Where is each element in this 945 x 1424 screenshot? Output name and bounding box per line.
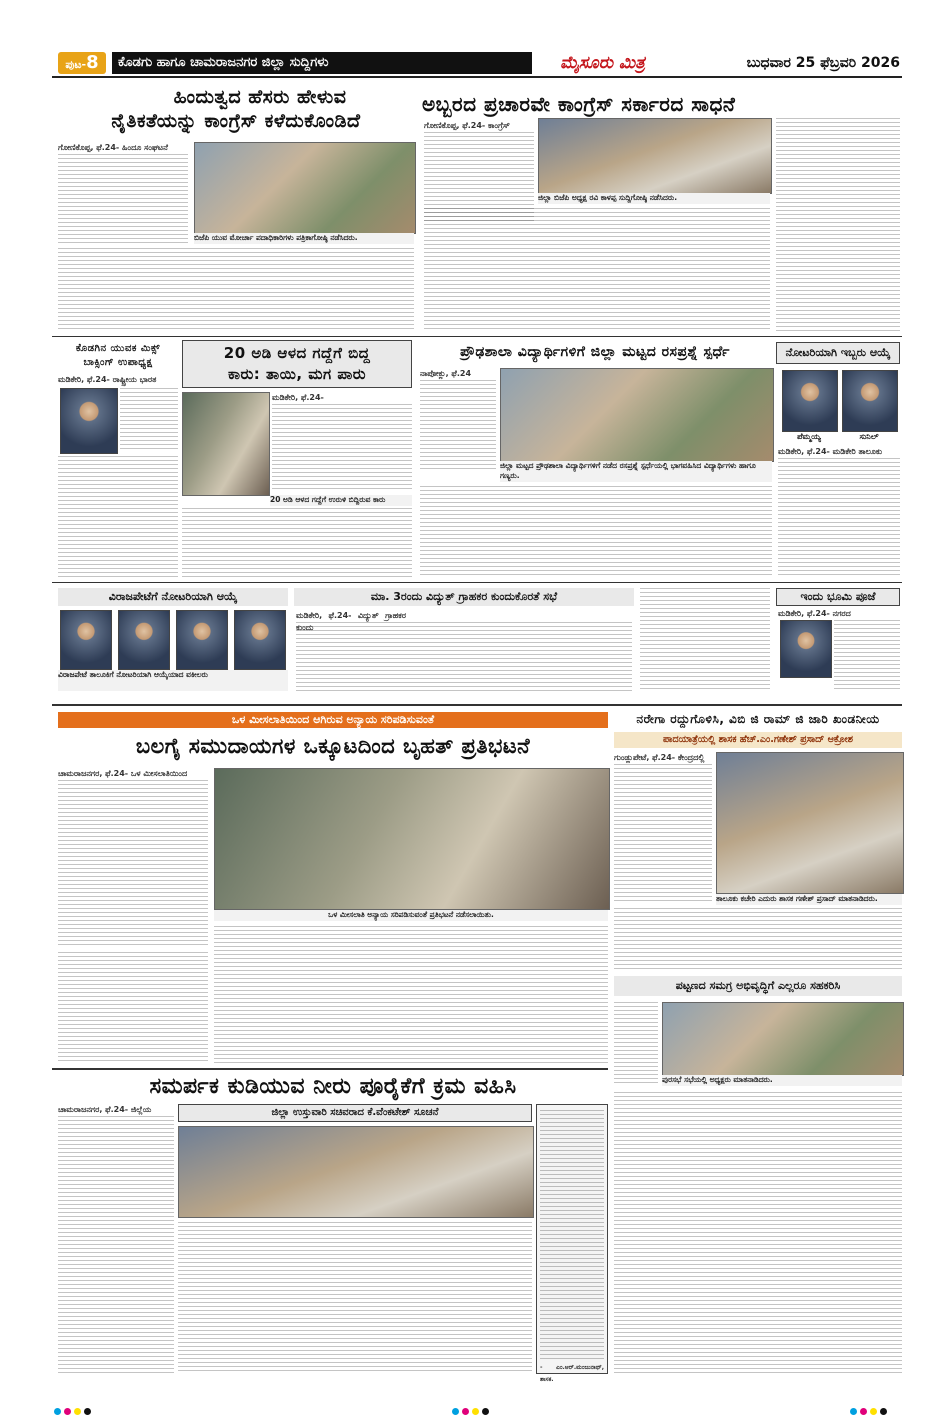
story1-caption: ಬಿಜೆಪಿ ಯುವ ಮೋರ್ಚಾ ಪದಾಧಿಕಾರಿಗಳು ಪತ್ರಿಕಾಗೋಷ್ಠಿ ನಡೆಸಿದರು.	[194, 233, 414, 244]
story9-headline: ಇಂದು ಭೂಮಿ ಪೂಜೆ	[776, 588, 900, 606]
story8-body	[296, 622, 632, 692]
story7-portrait-4	[234, 610, 286, 670]
story1-body-2	[58, 248, 414, 332]
story10-body	[58, 780, 208, 948]
story4-body	[272, 404, 412, 492]
story13-body	[58, 1116, 174, 1374]
story2-dateline: ಗೋಣಿಕೊಪ್ಪ, ಫೆ.24- ಕಾಂಗ್ರೆಸ್	[424, 121, 510, 130]
story4-caption: 20 ಅಡಿ ಆಳದ ಗದ್ದೆಗೆ ಉರುಳಿ ಬಿದ್ದಿರುವ ಕಾರು	[270, 495, 412, 506]
page-number: 8	[86, 52, 99, 73]
story10-body-2	[214, 926, 608, 1064]
story1-headline-2: ನೈತಿಕತೆಯನ್ನು ಕಾಂಗ್ರೆಸ್ ಕಳೆದುಕೊಂಡಿದೆ	[111, 110, 361, 132]
story11-body-2	[614, 908, 902, 972]
story1-photo	[194, 142, 416, 234]
story11-subhead: ಪಾದಯಾತ್ರೆಯಲ್ಲಿ ಶಾಸಕ ಹೆಚ್.ಎಂ.ಗಣೇಶ್ ಪ್ರಸಾದ್ ಆಕ್ರೋಶ	[614, 732, 902, 748]
registration-marks-center	[452, 1400, 492, 1419]
story3-headline-1: ಕೊಡಗಿನ ಯುವಕ ಮಿಕ್ಸ್	[75, 343, 161, 354]
story10-kicker: ಒಳ ಮೀಸಲಾತಿಯಿಂದ ಆಗಿರುವ ಅನ್ಯಾಯ ಸರಿಪಡಿಸುವಂತೆ	[58, 712, 608, 728]
story3-portrait	[60, 388, 118, 454]
divider	[52, 704, 902, 706]
story13-body-2	[178, 1222, 532, 1374]
story12-body-2	[614, 1092, 902, 1374]
story2-body-3	[776, 118, 900, 332]
story10-body-3	[58, 952, 208, 1064]
story7-portrait-2	[118, 610, 170, 670]
section-title: ಕೊಡಗು ಹಾಗೂ ಚಾಮರಾಜನಗರ ಜಿಲ್ಲಾ ಸುದ್ದಿಗಳು	[112, 52, 532, 74]
divider	[52, 582, 902, 583]
story10-caption: ಒಳ ಮೀಸಲಾತಿ ಅನ್ಯಾಯ ಸರಿಪಡಿಸುವಂತೆ ಪ್ರತಿಭಟನೆ ನಡೆಸಲಾಯಿತು.	[214, 910, 608, 921]
story1-body	[58, 154, 188, 244]
story3-body-2	[58, 456, 178, 578]
story3-body	[120, 388, 178, 452]
story4-dateline: ಮಡಿಕೇರಿ, ಫೆ.24-	[272, 393, 324, 402]
story8-body-2	[640, 588, 770, 692]
story6-name-2: ಸುನಿಲ್	[859, 432, 879, 441]
story4-headline-2: ಕಾರು: ತಾಯಿ, ಮಗ ಪಾರು	[228, 365, 366, 383]
story12-photo	[662, 1002, 904, 1076]
story3-dateline: ಮಡಿಕೇರಿ, ಫೆ.24- ರಾಷ್ಟ್ರೀಯ ಭಾರತ	[58, 375, 157, 384]
story8-dateline: ಮಡಿಕೇರಿ, ಫೆ.24- ವಿದ್ಯುತ್ ಗ್ರಾಹಕರ ಕುಂದು	[296, 611, 406, 632]
story13-subhead: ಜಿಲ್ಲಾ ಉಸ್ತುವಾರಿ ಸಚಿವರಾದ ಕೆ.ವೆಂಕಟೇಶ್ ಸೂಚನೆ	[178, 1104, 532, 1122]
story5-dateline: ನಾಪೋಕ್ಲು, ಫೆ.24	[420, 369, 472, 378]
story5-photo	[500, 368, 774, 462]
story5-body	[420, 380, 496, 470]
story6-portrait-2	[842, 370, 898, 432]
story3-headline-2: ಬಾಕ್ಸಿಂಗ್ ಉಪಾಧ್ಯಕ್ಷ	[83, 357, 153, 368]
story13-quote-attribution: - ಎಂ.ಆರ್.ಮಂಜುನಾಥ್, ಶಾಸಕ.	[540, 1364, 604, 1383]
story6-portrait-1	[782, 370, 838, 432]
story1-dateline: ಗೋಣಿಕೊಪ್ಪ, ಫೆ.24- ಹಿಂದೂ ಸಂಘಟನೆ	[58, 143, 168, 152]
story5-caption: ಜಿಲ್ಲಾ ಮಟ್ಟದ ಪ್ರೌಢಶಾಲಾ ವಿದ್ಯಾರ್ಥಿಗಳಿಗೆ ನಡೆದ ರಸಪ್ರಶ್ನೆ ಸ್ಪರ್ಧೆಯಲ್ಲಿ ಭಾಗವಹಿಸಿದ ವಿದ್ಯಾರ್ಥಿಗಳು ಹಾಗೂ ಗಣ್ಯರು.	[500, 461, 772, 482]
story13-headline: ಸಮರ್ಪಕ ಕುಡಿಯುವ ನೀರು ಪೂರೈಕೆಗೆ ಕ್ರಮ ವಹಿಸಿ	[149, 1074, 517, 1099]
story6-body	[778, 458, 900, 578]
story6-name-1: ಪೆಮ್ಮಯ್ಯ	[797, 432, 821, 441]
story11-dateline: ಗುಂಡ್ಲುಪೇಟೆ, ಫೆ.24- ಕೇಂದ್ರದಲ್ಲಿ	[614, 753, 705, 762]
story1-headline-1: ಹಿಂದುತ್ವದ ಹೆಸರು ಹೇಳುವ	[173, 86, 347, 108]
newspaper-logo: ಮೈಸೂರು ಮಿತ್ರ	[560, 53, 645, 73]
story7-portrait-1	[60, 610, 112, 670]
story2-headline: ಅಬ್ಬರದ ಪ್ರಚಾರವೇ ಕಾಂಗ್ರೆಸ್ ಸರ್ಕಾರದ ಸಾಧನೆ	[422, 92, 736, 116]
story5-body-2	[420, 486, 772, 578]
story12-caption: ಪುರಸಭೆ ಸಭೆಯಲ್ಲಿ ಅಧ್ಯಕ್ಷರು ಮಾತನಾಡಿದರು.	[662, 1075, 902, 1086]
story13-dateline: ಚಾಮರಾಜನಗರ, ಫೆ.24- ಜಿಲ್ಲೆಯ	[58, 1105, 152, 1114]
registration-marks-left	[54, 1400, 94, 1419]
story7-headline: ವಿರಾಜಪೇಟೆಗೆ ನೋಟರಿಯಾಗಿ ಆಯ್ಕೆ	[58, 588, 288, 606]
story2-photo	[538, 118, 772, 194]
story13-quote-text	[540, 1110, 604, 1360]
story5-headline: ಪ್ರೌಢಶಾಲಾ ವಿದ್ಯಾರ್ಥಿಗಳಿಗೆ ಜಿಲ್ಲಾ ಮಟ್ಟದ ರಸಪ್ರಶ್ನೆ ಸ್ಪರ್ಧೆ	[460, 344, 730, 360]
divider	[52, 1068, 608, 1070]
story7-portrait-3	[176, 610, 228, 670]
story9-portrait	[780, 620, 832, 678]
story4-body-2	[182, 508, 412, 578]
story6-dateline: ಮಡಿಕೇರಿ, ಫೆ.24- ಮಡಿಕೇರಿ ತಾಲೂಕು	[778, 447, 883, 456]
story6-headline: ನೋಟರಿಯಾಗಿ ಇಬ್ಬರು ಆಯ್ಕೆ	[776, 342, 900, 364]
divider	[52, 336, 902, 337]
story2-caption: ಜಿಲ್ಲಾ ಬಿಜೆಪಿ ಅಧ್ಯಕ್ಷ ರವಿ ಕಾಳಪ್ಪ ಸುದ್ದಿಗೋಷ್ಠಿ ನಡೆಸಿದರು.	[538, 193, 770, 204]
story10-photo	[214, 768, 610, 910]
story2-body-2	[424, 208, 770, 332]
story12-body	[614, 1002, 658, 1086]
page-label: ಪುಟ-	[65, 58, 87, 71]
story9-dateline: ಮಡಿಕೇರಿ, ಫೆ.24- ನಗರದ	[778, 609, 851, 618]
story7-caption: ವಿರಾಜಪೇಟೆ ತಾಲೂಕಿಗೆ ನೋಟರಿಯಾಗಿ ಆಯ್ಕೆಯಾದ ವಕೀಲರು	[58, 670, 288, 691]
story12-headline: ಪಟ್ಟಣದ ಸಮಗ್ರ ಅಭಿವೃದ್ಧಿಗೆ ಎಲ್ಲರೂ ಸಹಕರಿಸಿ	[614, 976, 902, 996]
story11-body	[614, 764, 712, 904]
issue-date: ಬುಧವಾರ 25 ಫೆಬ್ರವರಿ 2026	[746, 55, 900, 71]
story10-headline: ಬಲಗೈ ಸಮುದಾಯಗಳ ಒಕ್ಕೂಟದಿಂದ ಬೃಹತ್ ಪ್ರತಿಭಟನೆ	[135, 734, 531, 758]
story10-dateline: ಚಾಮರಾಜನಗರ, ಫೆ.24- ಒಳ ಮೀಸಲಾತಿಯಿಂದ	[58, 769, 188, 778]
page-number-badge	[58, 52, 106, 74]
story11-headline: ನರೇಗಾ ರದ್ದುಗೊಳಿಸಿ, ವಿಬಿ ಜಿ ರಾಮ್ ಜಿ ಜಾರಿ ಖಂಡನೀಯ	[636, 712, 880, 726]
story8-headline: ಮಾ. 3ರಂದು ವಿದ್ಯುತ್ ಗ್ರಾಹಕರ ಕುಂದುಕೊರತೆ ಸಭೆ	[294, 588, 634, 606]
story9-body	[834, 620, 900, 692]
story13-photo	[178, 1126, 534, 1218]
story11-caption: ತಾಲೂಕು ಕಚೇರಿ ಎದುರು ಶಾಸಕ ಗಣೇಶ್ ಪ್ರಸಾದ್ ಮಾತನಾಡಿದರು.	[716, 894, 902, 905]
story4-photo	[182, 392, 270, 496]
story4-headline-1: 20 ಅಡಿ ಆಳದ ಗದ್ದೆಗೆ ಬಿದ್ದ	[223, 344, 371, 362]
story11-photo	[716, 752, 904, 894]
registration-marks-right	[850, 1400, 890, 1419]
